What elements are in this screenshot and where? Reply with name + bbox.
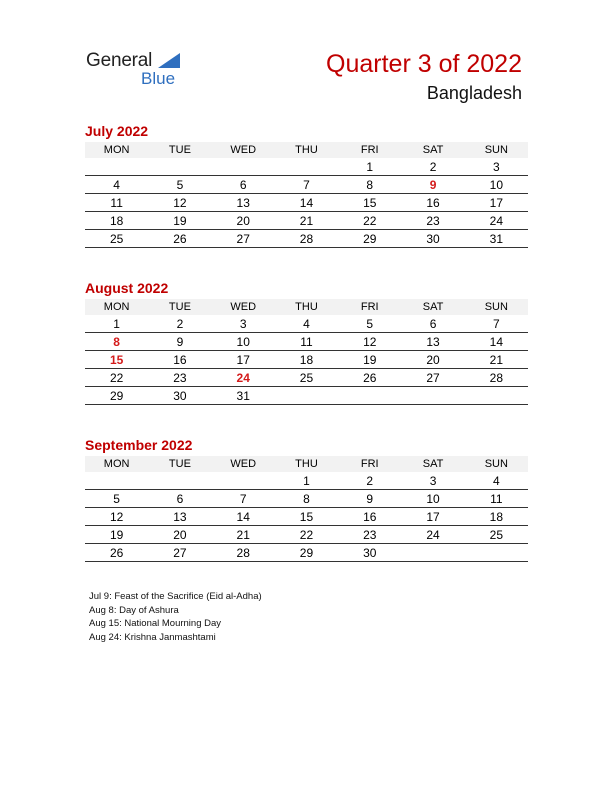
logo-text-blue: Blue: [141, 69, 176, 88]
day-cell: 23: [148, 369, 211, 387]
weekday-header: SUN: [465, 142, 528, 158]
day-cell: 3: [401, 472, 464, 490]
day-cell: 24: [401, 526, 464, 544]
day-cell: 30: [401, 230, 464, 248]
day-cell: [85, 158, 148, 176]
weekday-header: FRI: [338, 299, 401, 315]
day-cell: 5: [338, 315, 401, 333]
week-row: [85, 212, 528, 230]
calendar-grid: [85, 142, 528, 248]
weekday-header: WED: [212, 299, 275, 315]
day-cell: 4: [465, 472, 528, 490]
day-cell: 30: [148, 387, 211, 405]
weekday-header: TUE: [148, 299, 211, 315]
weekday-header: MON: [85, 299, 148, 315]
day-cell: 11: [465, 490, 528, 508]
week-row: [85, 158, 528, 176]
day-cell: 7: [275, 176, 338, 194]
day-cell: 16: [148, 351, 211, 369]
day-cell: 25: [465, 526, 528, 544]
weekday-header: WED: [212, 142, 275, 158]
weekday-header: SAT: [401, 456, 464, 472]
day-cell: 24: [465, 212, 528, 230]
day-cell: 25: [275, 369, 338, 387]
weekday-header: MON: [85, 142, 148, 158]
day-cell: 6: [401, 315, 464, 333]
day-cell: 6: [212, 176, 275, 194]
day-cell: 8: [275, 490, 338, 508]
week-row: [85, 194, 528, 212]
day-cell: 21: [465, 351, 528, 369]
day-cell: 17: [212, 351, 275, 369]
month-august: [85, 279, 528, 405]
day-cell: 15: [85, 351, 148, 369]
day-cell: 20: [212, 212, 275, 230]
day-cell: [465, 387, 528, 405]
day-cell: 16: [401, 194, 464, 212]
day-cell: 22: [275, 526, 338, 544]
weekday-header: SUN: [465, 456, 528, 472]
day-cell: 13: [401, 333, 464, 351]
day-cell: 26: [85, 544, 148, 562]
day-cell: 7: [212, 490, 275, 508]
day-cell: 26: [148, 230, 211, 248]
day-cell: 30: [338, 544, 401, 562]
weekday-header-row: [85, 299, 528, 315]
day-cell: 9: [338, 490, 401, 508]
day-cell: 18: [85, 212, 148, 230]
day-cell: 28: [275, 230, 338, 248]
day-cell: 12: [148, 194, 211, 212]
day-cell: 2: [148, 315, 211, 333]
day-cell: 11: [275, 333, 338, 351]
day-cell: 16: [338, 508, 401, 526]
day-cell: 29: [85, 387, 148, 405]
day-cell: 17: [401, 508, 464, 526]
day-cell: 23: [401, 212, 464, 230]
day-cell: [465, 544, 528, 562]
week-row: [85, 544, 528, 562]
day-cell: 27: [212, 230, 275, 248]
day-cell: 31: [465, 230, 528, 248]
day-cell: 8: [338, 176, 401, 194]
day-cell: 18: [465, 508, 528, 526]
day-cell: 28: [465, 369, 528, 387]
holiday-notes: [89, 590, 262, 644]
holiday-note: Jul 9: Feast of the Sacrifice (Eid al-Adha): [89, 591, 262, 602]
day-cell: 22: [85, 369, 148, 387]
day-cell: 12: [338, 333, 401, 351]
week-row: [85, 387, 528, 405]
day-cell: 29: [338, 230, 401, 248]
day-cell: 14: [275, 194, 338, 212]
day-cell: 6: [148, 490, 211, 508]
day-cell: 28: [212, 544, 275, 562]
day-cell: [401, 544, 464, 562]
day-cell: 19: [148, 212, 211, 230]
day-cell: [148, 472, 211, 490]
weekday-header-row: [85, 456, 528, 472]
day-cell: 13: [212, 194, 275, 212]
day-cell: 17: [465, 194, 528, 212]
day-cell: 4: [275, 315, 338, 333]
day-cell: 22: [338, 212, 401, 230]
logo-triangle-icon: [158, 53, 180, 68]
day-cell: 14: [212, 508, 275, 526]
day-cell: 10: [212, 333, 275, 351]
calendar-grid: [85, 299, 528, 405]
day-cell: 19: [85, 526, 148, 544]
day-cell: [338, 387, 401, 405]
holiday-note: Aug 15: National Mourning Day: [89, 618, 222, 629]
day-cell: 5: [85, 490, 148, 508]
weekday-header-row: [85, 142, 528, 158]
week-row: [85, 176, 528, 194]
day-cell: 3: [212, 315, 275, 333]
day-cell: 25: [85, 230, 148, 248]
day-cell: 24: [212, 369, 275, 387]
month-september: [85, 436, 528, 562]
page-title: Quarter 3 of 2022: [326, 50, 522, 78]
day-cell: [212, 472, 275, 490]
weekday-header: SAT: [401, 142, 464, 158]
day-cell: 20: [401, 351, 464, 369]
weekday-header: TUE: [148, 456, 211, 472]
day-cell: 26: [338, 369, 401, 387]
weekday-header: THU: [275, 142, 338, 158]
day-cell: 27: [401, 369, 464, 387]
day-cell: [401, 387, 464, 405]
day-cell: 23: [338, 526, 401, 544]
day-cell: 19: [338, 351, 401, 369]
weekday-header: MON: [85, 456, 148, 472]
holiday-note: Aug 24: Krishna Janmashtami: [89, 631, 216, 643]
month-title: July 2022: [85, 123, 149, 139]
weekday-header: THU: [275, 456, 338, 472]
week-row: [85, 472, 528, 490]
week-row: [85, 333, 528, 351]
day-cell: 1: [338, 158, 401, 176]
day-cell: 31: [212, 387, 275, 405]
day-cell: 2: [338, 472, 401, 490]
weekday-header: SAT: [401, 299, 464, 315]
weekday-header: THU: [275, 299, 338, 315]
day-cell: [275, 387, 338, 405]
day-cell: 29: [275, 544, 338, 562]
day-cell: 9: [401, 176, 464, 194]
day-cell: 4: [85, 176, 148, 194]
week-row: [85, 230, 528, 248]
day-cell: [212, 158, 275, 176]
day-cell: 15: [338, 194, 401, 212]
month-title: September 2022: [85, 437, 193, 453]
day-cell: [85, 472, 148, 490]
week-row: [85, 369, 528, 387]
weekday-header: FRI: [338, 142, 401, 158]
day-cell: 18: [275, 351, 338, 369]
week-row: [85, 526, 528, 544]
month-july: [85, 122, 528, 248]
day-cell: 1: [85, 315, 148, 333]
day-cell: 7: [465, 315, 528, 333]
week-row: [85, 508, 528, 526]
month-title: August 2022: [85, 280, 169, 296]
week-row: [85, 351, 528, 369]
day-cell: 20: [148, 526, 211, 544]
day-cell: 3: [465, 158, 528, 176]
weekday-header: TUE: [148, 142, 211, 158]
day-cell: 21: [212, 526, 275, 544]
day-cell: 21: [275, 212, 338, 230]
day-cell: 8: [85, 333, 148, 351]
day-cell: 27: [148, 544, 211, 562]
weekday-header: WED: [212, 456, 275, 472]
day-cell: 12: [85, 508, 148, 526]
day-cell: 9: [148, 333, 211, 351]
day-cell: 11: [85, 194, 148, 212]
day-cell: 14: [465, 333, 528, 351]
generalblue-logo: [86, 50, 196, 90]
week-row: [85, 315, 528, 333]
weekday-header: FRI: [338, 456, 401, 472]
weekday-header: SUN: [465, 299, 528, 315]
logo-text-general: General: [86, 50, 153, 71]
day-cell: 2: [401, 158, 464, 176]
country-name: Bangladesh: [426, 83, 522, 103]
day-cell: 15: [275, 508, 338, 526]
day-cell: 10: [465, 176, 528, 194]
holiday-note: Aug 8: Day of Ashura: [89, 604, 179, 616]
day-cell: 1: [275, 472, 338, 490]
day-cell: 10: [401, 490, 464, 508]
day-cell: [275, 158, 338, 176]
week-row: [85, 490, 528, 508]
day-cell: [148, 158, 211, 176]
day-cell: 13: [148, 508, 211, 526]
day-cell: 5: [148, 176, 211, 194]
calendar-grid: [85, 456, 528, 562]
